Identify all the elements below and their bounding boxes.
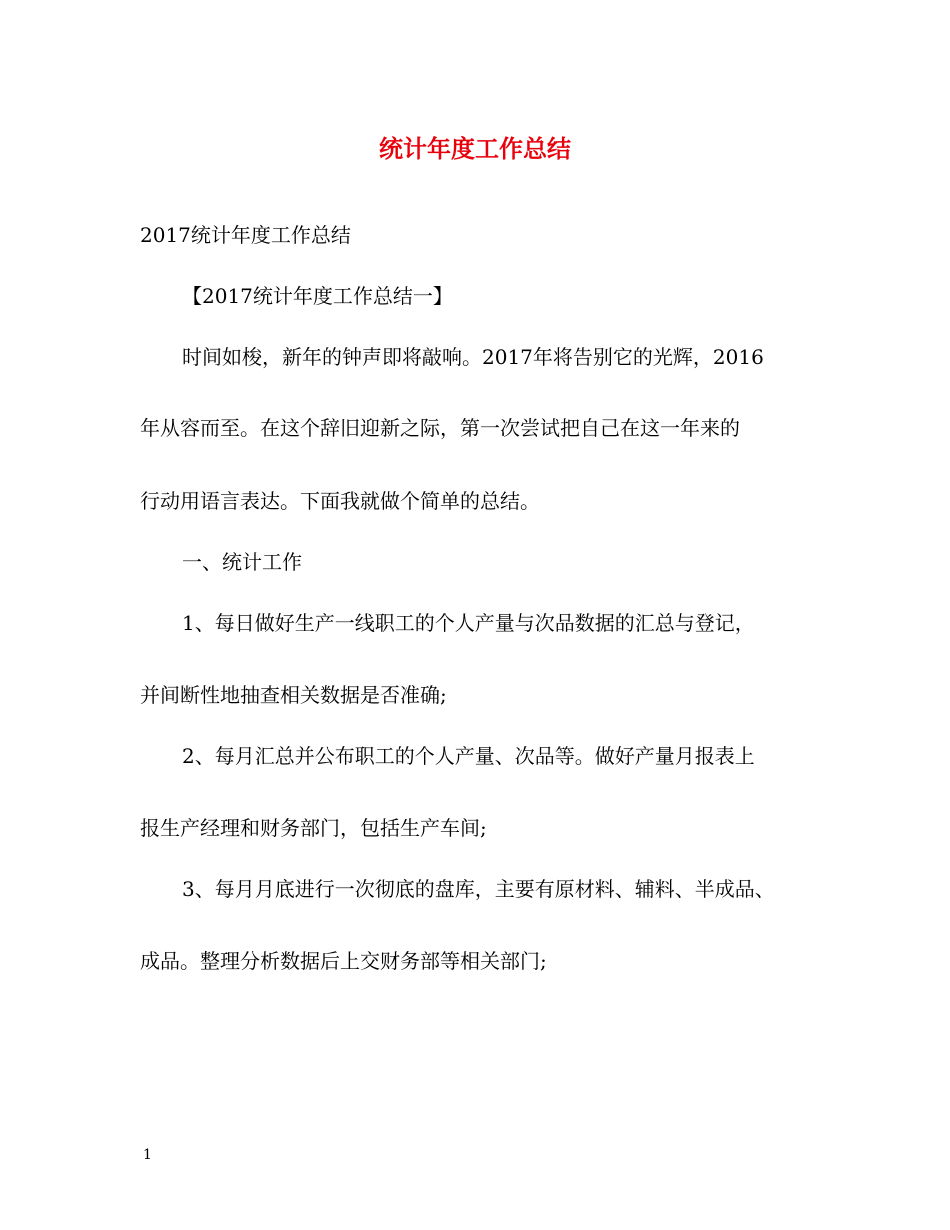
list-item-line: 2、每月汇总并公布职工的个人产量、次品等。做好产量月报表上 [182,744,755,768]
paragraph-line: 行动用语言表达。下面我就做个简单的总结。 [140,489,540,513]
subtitle-line: 2017统计年度工作总结 [140,223,351,247]
paragraph-line: 时间如梭，新年的钟声即将敲响。2017年将告别它的光辉，2016 [182,345,764,369]
document-title: 统计年度工作总结 [379,134,571,163]
list-heading: 一、统计工作 [182,550,302,574]
list-item-line: 成品。整理分析数据后上交财务部等相关部门; [140,949,547,973]
paragraph-line: 年从容而至。在这个辞旧迎新之际，第一次尝试把自己在这一年来的 [140,416,740,440]
list-item-line: 1、每日做好生产一线职工的个人产量与次品数据的汇总与登记， [182,611,755,635]
list-item-line: 并间断性地抽查相关数据是否准确; [140,683,447,707]
list-item-line: 报生产经理和财务部门，包括生产车间; [140,816,487,840]
list-item-line: 3、每月月底进行一次彻底的盘库，主要有原材料、辅料、半成品、 [182,877,775,901]
section-heading: 【2017统计年度工作总结一】 [182,284,453,308]
page-number: 1 [143,1147,152,1163]
